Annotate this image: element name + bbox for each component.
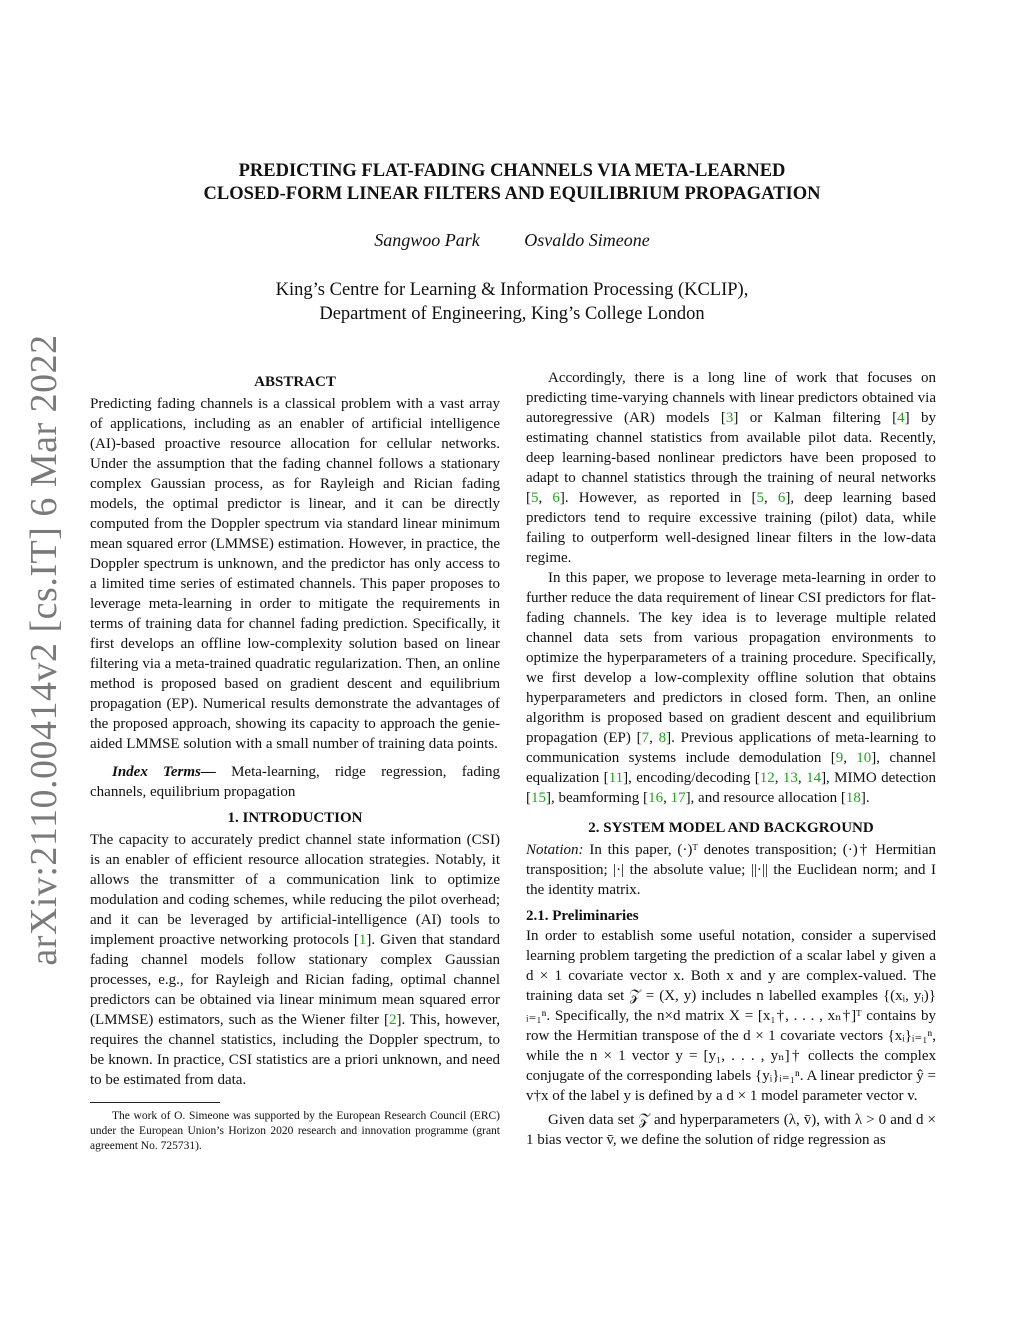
text-run: ], channel equalization [ xyxy=(526,750,937,786)
citation-link[interactable]: 8 xyxy=(658,730,667,746)
citation-link[interactable]: 6 xyxy=(552,490,560,506)
citation-link[interactable]: 11 xyxy=(608,770,624,786)
citation-link[interactable]: 2 xyxy=(388,1012,397,1028)
citation-link[interactable]: 18 xyxy=(845,790,861,806)
paper-title xyxy=(120,160,904,206)
citation-link[interactable]: 3 xyxy=(725,410,734,426)
author-1: Sangwoo Park xyxy=(374,230,480,250)
subsection-2-1-heading: 2.1. Preliminaries xyxy=(526,908,639,924)
text-run: In this paper, we propose to leverage meta-learning in order to further reduce the data requirement of linear CSI predictors for flat-fading channels. The key idea is to leverage multiple related channel data sets from various propagation environments to optimize the hyperparameters of a training procedure. Specifically, we first develop a low-complexity offline solution that obtains hyperparameters and predictors in closed form. Then, an online algorithm is proposed based on gradient descent and equilibrium propagation (EP) [ xyxy=(526,570,936,746)
notation-text: In this paper, (·)ᵀ denotes transposition; (·)† Hermitian transposition; |·| the absolute value; ||·|| the Euclidean norm; and I the identity matrix. xyxy=(526,842,936,898)
citation-link[interactable]: 17 xyxy=(670,790,686,806)
text-run: ], beamforming [ xyxy=(546,790,649,806)
title-line-1: PREDICTING FLAT-FADING CHANNELS VIA META-LEARNED xyxy=(238,161,786,181)
text-run: ], MIMO detection [ xyxy=(526,770,937,806)
text-run: ], and resource allocation [ xyxy=(685,790,846,806)
citation-link[interactable]: 12 xyxy=(759,770,775,786)
abstract-text: Predicting fading channels is a classical problem with a vast array of applications, including as an enabler of artificial intelligence (AI)-based proactive resource allocation for cellular networks. Under the assumption that the fading channel follows a stationary complex Gaussian process, as for Rayleigh and Rician fading models, the optimal predictor is linear, and it can be directly computed from the Doppler spectrum via standard linear minimum mean squared error (LMMSE) estimation. However, in practice, the Doppler spectrum is unknown, and the predictor has only access to a limited time series of estimated channels. This paper proposes to leverage meta-learning in order to mitigate the requirements in terms of training data for channel fading prediction. Specifically, it first develops an offline low-complexity solution based on linear filtering via a meta-trained quadratic regularization. Then, an online method is proposed based on gradient descent and equilibrium propagation (EP). Numerical results demonstrate the advantages of the proposed approach, showing its capacity to approach the genie-aided LMMSE solution with a small number of training data points. xyxy=(90,396,500,752)
intro-paragraph xyxy=(90,830,500,1090)
index-terms-label: Index Terms— xyxy=(112,764,216,780)
right-column xyxy=(526,368,936,1150)
title-line-2: CLOSED-FORM LINEAR FILTERS AND EQUILIBRIUM PROPAGATION xyxy=(203,184,821,204)
left-column xyxy=(90,368,500,1154)
author-2: Osvaldo Simeone xyxy=(524,230,650,250)
ridge-regression-paragraph: Given data set 𝒵 and hyperparameters (λ, v̄), with λ > 0 and d × 1 bias vector v̄, we define the solution of ridge regression as xyxy=(526,1112,936,1148)
citation-link[interactable]: 5 xyxy=(531,490,539,506)
citation-link[interactable]: 16 xyxy=(648,790,664,806)
arxiv-identifier: arXiv:2110.00414v2 [cs.IT] 6 Mar 2022 xyxy=(23,334,65,966)
affiliation-line-1: King’s Centre for Learning & Information Processing (KCLIP), xyxy=(275,280,749,300)
authors xyxy=(120,230,904,251)
text-run: ], deep learning based predictors tend to require excessive training (pilot) data, while failing to outperform well-designed linear filters in the low-data regime. xyxy=(526,490,937,566)
preliminaries-paragraph: In order to establish some useful notation, consider a supervised learning problem targeting the prediction of a scalar label y given a d × 1 covariate vector x. Both x and y are complex-valued. The training data set 𝒵 = (X, y) includes n labelled examples {(xᵢ, yᵢ)}ᵢ₌₁ⁿ. Specifically, the n×d matrix X = [x₁†, . . . , xₙ†]ᵀ contains by row the Hermitian transpose of the d × 1 covariate vectors {xᵢ}ᵢ₌₁ⁿ, while the n × 1 vector y = [y₁, . . . , yₙ]† collects the complex conjugate of the corresponding labels {yᵢ}ᵢ₌₁ⁿ. A linear predictor ŷ = v†x of the label y is defined by a d × 1 model parameter vector v. xyxy=(526,928,936,1104)
text-run: ]. xyxy=(860,790,870,806)
index-terms-text: Meta-learning, ridge regression, fading channels, equilibrium propagation xyxy=(90,764,501,800)
footnote: The work of O. Simeone was supported by the European Research Council (ERC) under the European Union’s Horizon 2020 research and innovation programme (grant agreement No. 725731). xyxy=(90,1110,500,1152)
text-run: ] by estimating channel statistics from available pilot data. Recently, deep learning-based nonlinear predictors have been proposed to adapt to channel statistics through the training of neural networks [ xyxy=(526,410,936,506)
citation-link[interactable]: 1 xyxy=(358,932,367,948)
citation-link[interactable]: 9 xyxy=(835,750,844,766)
citation-link[interactable]: 6 xyxy=(777,490,786,506)
text-run: ]. However, as reported in [ xyxy=(559,490,757,506)
intro-text-a: The capacity to accurately predict channel state information (CSI) is an enabler of efficient resource allocation strategies. Notably, it allows the transmitter of a communication link to optimize modulation and coding schemes, while reducing the pilot overhead; and it can be leveraged by artificial-intelligence (AI) tools to implement proactive networking protocols [ xyxy=(90,832,500,948)
text-run: Accordingly, there is a long line of work that focuses on predicting time-varying channels with linear predictors obtained via autoregressive (AR) models [ xyxy=(526,370,936,426)
text-run: ]. Previous applications of meta-learning to communication systems include demodulation [ xyxy=(526,730,937,766)
affiliation xyxy=(120,278,904,326)
notation-label: Notation: xyxy=(526,842,584,858)
related-work-paragraph: Accordingly, there is a long line of work that focuses on predicting time-varying channels with linear predictors obtained via autoregressive (AR) models [3] or Kalman filtering [4] by estimating channel statistics from available pilot data. Recently, deep learning-based nonlinear predictors have been proposed to adapt to channel statistics through the training of neural networks [5, 6]. However, as reported in [5, 6], deep learning based predictors tend to require excessive training (pilot) data, while failing to outperform well-designed linear filters in the low-data regime. xyxy=(526,370,937,566)
citation-link[interactable]: 10 xyxy=(856,750,872,766)
intro-text-b: ]. Given that standard fading channel models follow stationary complex Gaussian processes, e.g., for Rayleigh and Rician fading, optimal channel predictors can be obtained via linear minimum mean squared error (LMMSE) estimators, such as the Wiener filter [ xyxy=(90,932,500,1028)
text-run: ] or Kalman filtering [ xyxy=(733,410,898,426)
citation-link[interactable]: 4 xyxy=(897,410,905,426)
citation-link[interactable]: 7 xyxy=(641,730,650,746)
intro-heading: 1. INTRODUCTION xyxy=(227,810,363,826)
footnote-divider xyxy=(90,1102,220,1103)
citation-link[interactable]: 13 xyxy=(782,770,798,786)
citation-link[interactable]: 5 xyxy=(756,490,764,506)
notation-paragraph xyxy=(526,840,936,900)
abstract-heading: ABSTRACT xyxy=(254,374,336,390)
section-2-heading: 2. SYSTEM MODEL AND BACKGROUND xyxy=(588,820,874,836)
affiliation-line-2: Department of Engineering, King’s College London xyxy=(319,304,705,324)
citation-link[interactable]: 15 xyxy=(531,790,546,806)
text-run: ], encoding/decoding [ xyxy=(623,770,760,786)
intro-text-c: ]. This, however, requires the channel statistics, including the Doppler spectrum, to be known. In practice, CSI statistics are a priori unknown, and need to be estimated from data. xyxy=(90,1012,500,1088)
citation-link[interactable]: 14 xyxy=(806,770,822,786)
index-terms xyxy=(90,762,500,802)
contribution-paragraph: In this paper, we propose to leverage meta-learning in order to further reduce the data requirement of linear CSI predictors for flat-fading channels. The key idea is to leverage multiple related channel data sets from various propagation environments to optimize the hyperparameters of a training procedure. Specifically, we first develop a low-complexity offline solution that obtains hyperparameters and predictors in closed form. Then, an online algorithm is proposed based on gradient descent and equilibrium propagation (EP) [7, 8]. Previous applications of meta-learning to communication systems include demodulation [9, 10], channel equalization [11], encoding/decoding [12, 13, 14], MIMO detection [15], beamforming [16, 17], and resource allocation [18]. xyxy=(526,570,937,806)
